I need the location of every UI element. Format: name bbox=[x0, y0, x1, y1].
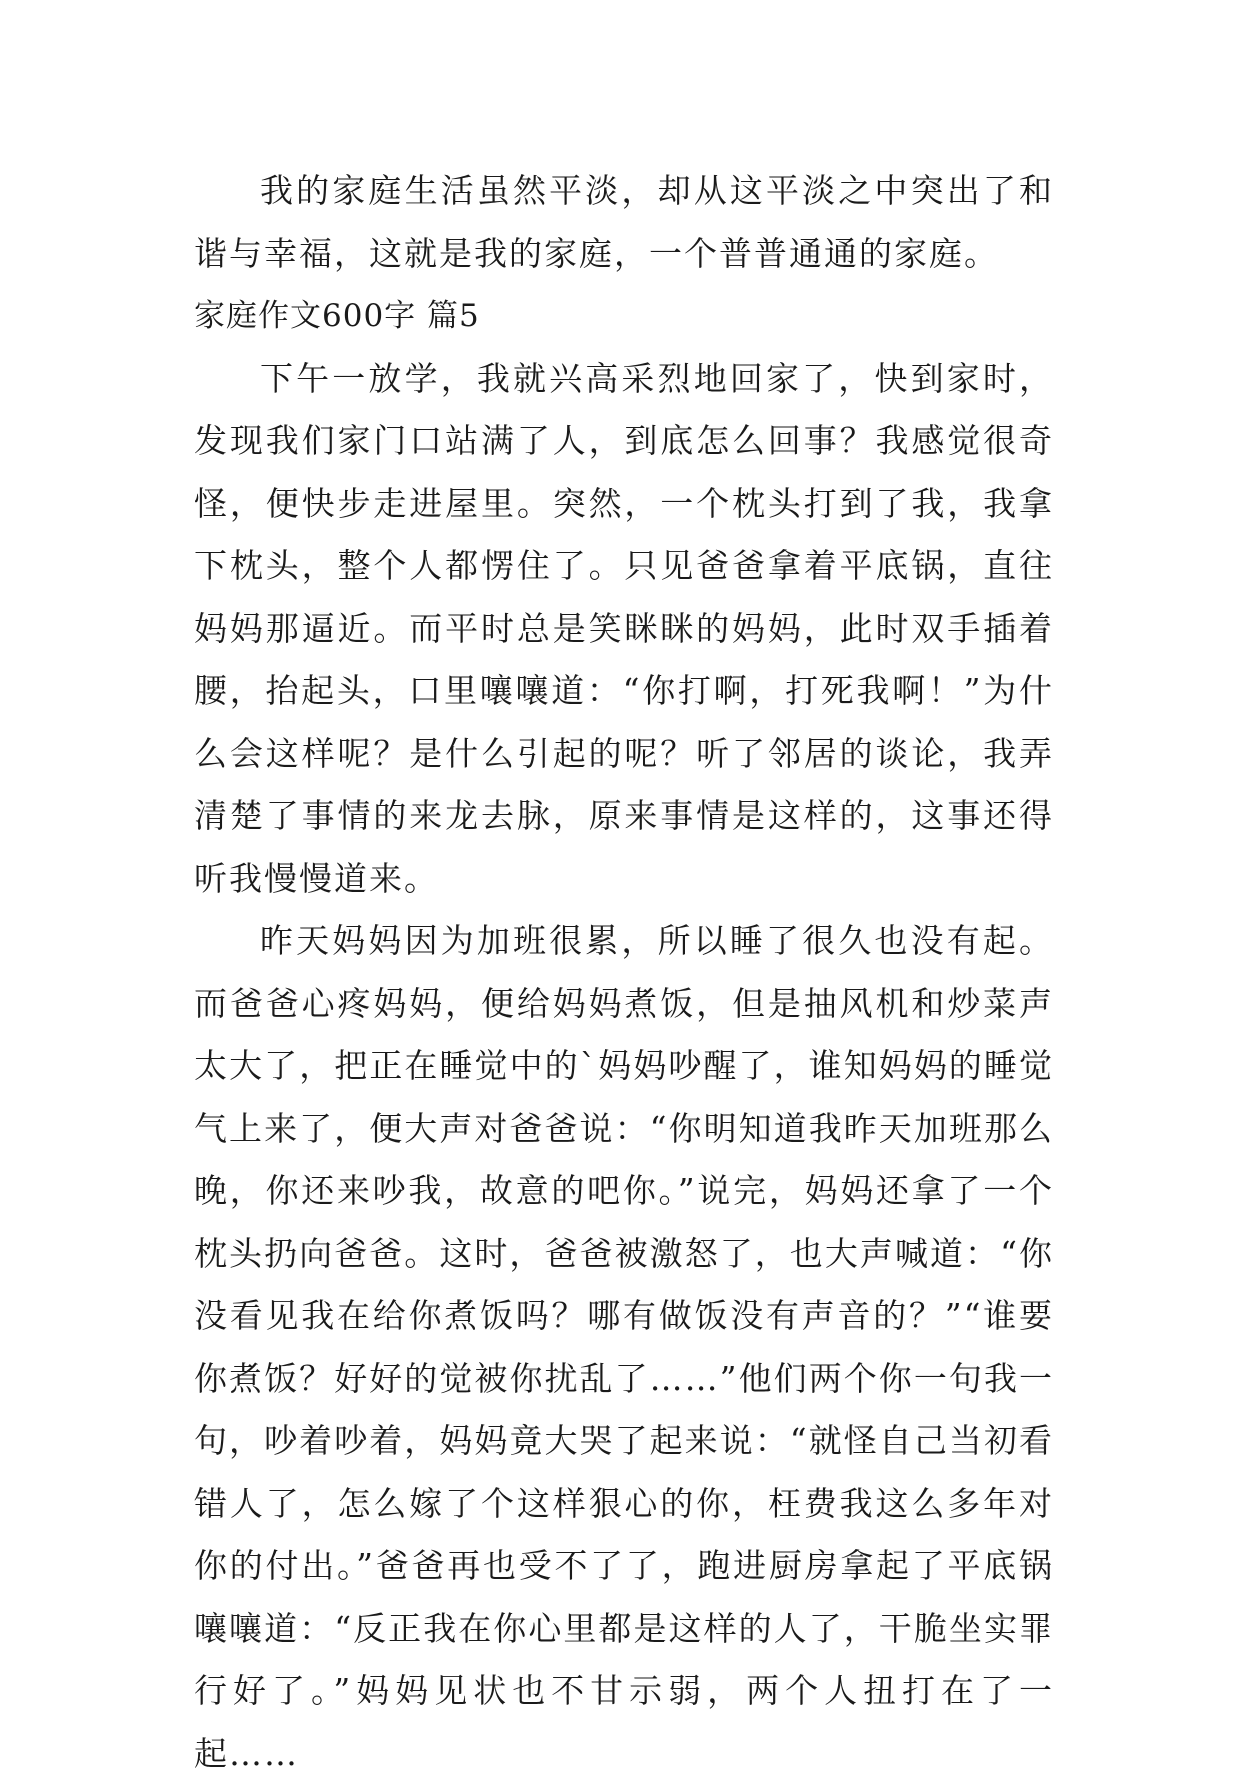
paragraph-1: 下午一放学，我就兴高采烈地回家了，快到家时，发现我们家门口站满了人，到底怎么回事？我感觉很奇怪，便快步走进屋里。突然，一个枕头打到了我，我拿下枕头，整个人都愣住了。只见爸爸拿着平底锅，直往妈妈那逼近。而平时总是笑眯眯的妈妈，此时双手插着腰，抬起头，口里嚷嚷道：“你打啊，打死我啊！”为什么会这样呢？是什么引起的呢？听了邻居的谈论，我弄清楚了事情的来龙去脉，原来事情是这样的，这事还得听我慢慢道来。 bbox=[194, 358, 1054, 898]
paragraph-2: 昨天妈妈因为加班很累，所以睡了很久也没有起。而爸爸心疼妈妈，便给妈妈煮饭，但是抽风机和炒菜声太大了，把正在睡觉中的`妈妈吵醒了，谁知妈妈的睡觉气上来了，便大声对爸爸说：“你明知道我昨天加班那么晚，你还来吵我，故意的吧你。”说完，妈妈还拿了一个枕头扔向爸爸。这时，爸爸被激怒了，也大声喊道：“你没看见我在给你煮饭吗？哪有做饭没有声音的？”“谁要你煮饭？好好的觉被你扰乱了……”他们两个你一句我一句，吵着吵着，妈妈竟大哭了起来说：“就怪自己当初看错人了，怎么嫁了个这样狠心的你，枉费我这么多年对你的付出。”爸爸再也受不了了，跑进厨房拿起了平底锅嚷嚷道：“反正我在你心里都是这样的人了，干脆坐实罪行好了。”妈妈见状也不甘示弱，两个人扭打在了一起…… bbox=[194, 921, 1054, 1773]
paragraph-closing: 我的家庭生活虽然平淡，却从这平淡之中突出了和谐与幸福，这就是我的家庭，一个普普通通的家庭。 bbox=[194, 171, 1054, 273]
section-heading: 家庭作文600字 篇5 bbox=[194, 298, 480, 334]
document-body bbox=[194, 160, 1054, 1785]
